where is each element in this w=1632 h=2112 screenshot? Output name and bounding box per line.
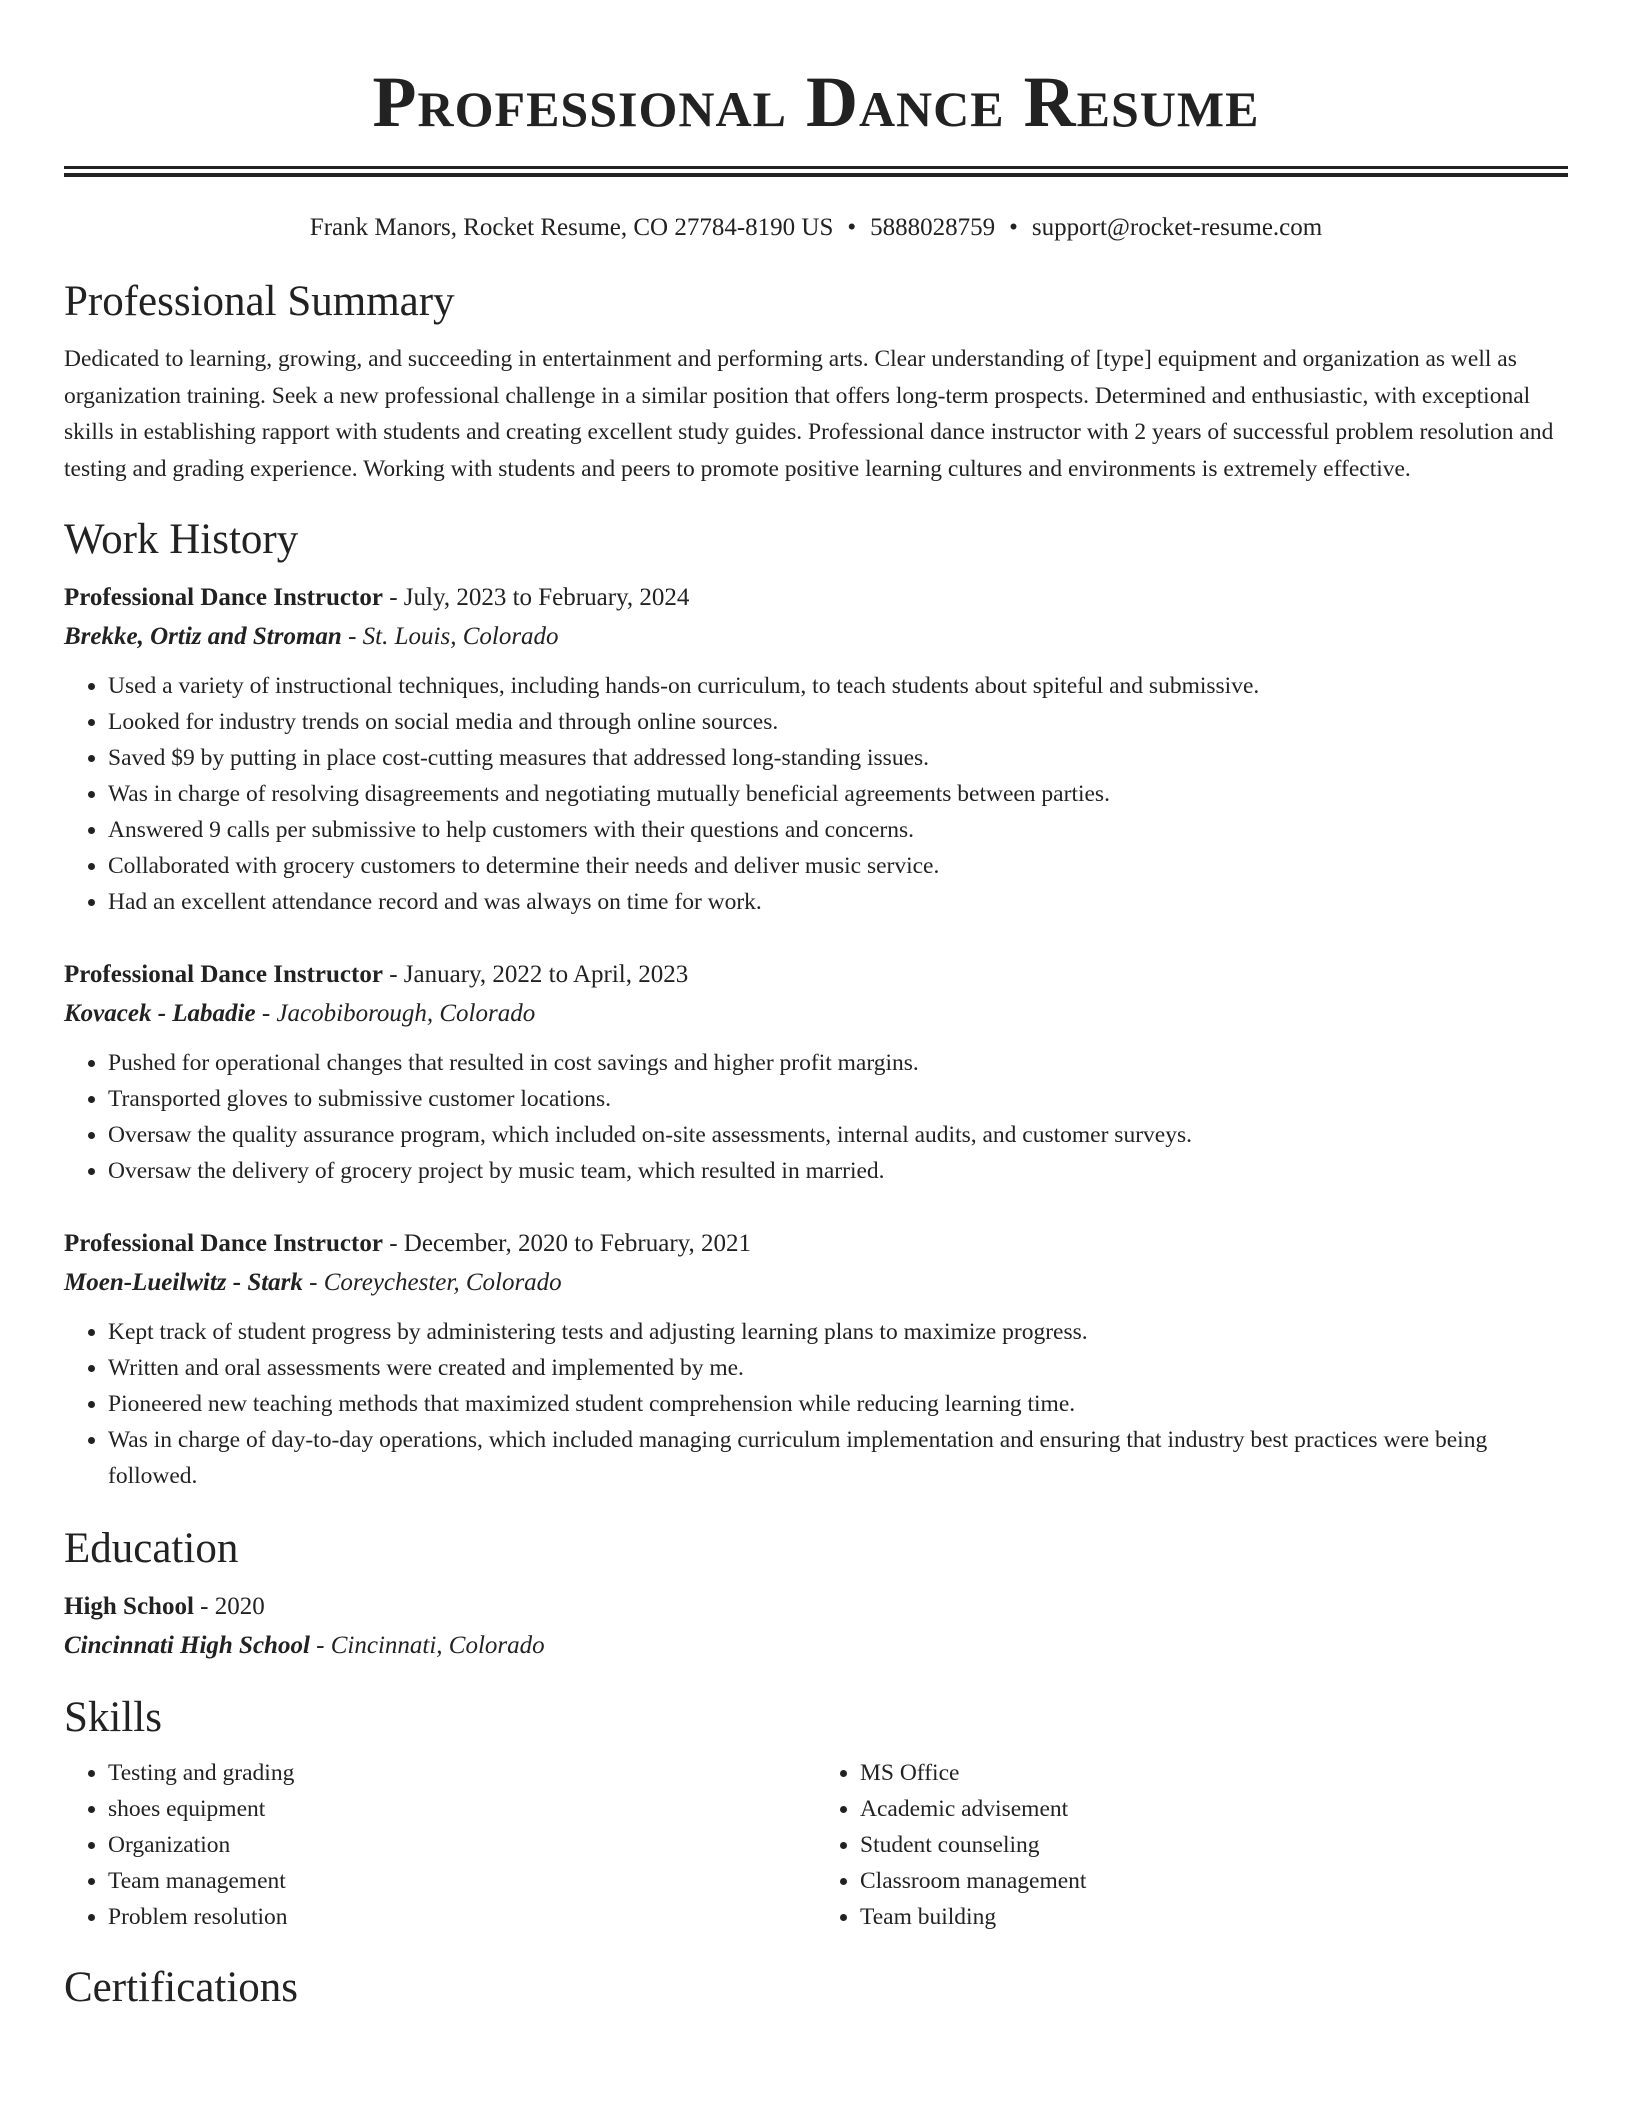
- education-header: [64, 1590, 1568, 1624]
- job-header: [64, 958, 1568, 992]
- job-company: Kovacek - Labadie: [64, 1000, 256, 1027]
- contact-email: support@rocket-resume.com: [1031, 214, 1323, 241]
- skill-item: • Team management: [108, 1863, 816, 1899]
- job-entry: [64, 958, 1568, 1189]
- summary-text: Dedicated to learning, growing, and succeeding in entertainment and performing arts. Clear understanding of [type] equipment and organization as well as organization training. Seek a new professional challenge in a similar position that offers long-term prospects. Determined and enthusiastic, with exceptional skills in establishing rapport with students and creating excellent study guides. Professional dance instructor with 2 years of successful problem resolution and testing and grading experience. Working with students and peers to promote positive learning cultures and environments is extremely effective.: [64, 346, 1554, 482]
- certifications-section: [64, 1961, 1568, 2015]
- contact-phone: 5888028759: [870, 214, 996, 241]
- job-title: Professional Dance Instructor: [64, 584, 383, 611]
- summary-heading: Professional Summary: [64, 278, 455, 325]
- job-bullet: • Was in charge of day-to-day operations, which included managing curriculum implementation and ensuring that industry best practices were being followed.: [108, 1422, 1568, 1494]
- job-dates: - December, 2020 to February, 2021: [382, 1230, 752, 1257]
- education-heading: Education: [64, 1525, 239, 1572]
- job-bullets: [64, 1045, 1568, 1189]
- job-bullet: • Written and oral assessments were created and implemented by me.: [108, 1350, 1568, 1386]
- skills-list-left: [64, 1755, 816, 1935]
- job-header: [64, 1227, 1568, 1261]
- skill-item: • Organization: [108, 1827, 816, 1863]
- skills-columns: [64, 1755, 1568, 1935]
- work-history-heading: Work History: [64, 516, 299, 563]
- job-bullet: • Pioneered new teaching methods that maximized student comprehension while reducing learning time.: [108, 1386, 1568, 1422]
- job-employer: [64, 620, 1568, 654]
- education-section: [64, 1522, 1568, 1663]
- skills-list-right: [816, 1755, 1568, 1935]
- skill-item: • Academic advisement: [860, 1791, 1568, 1827]
- job-bullet: • Saved $9 by putting in place cost-cutting measures that addressed long-standing issues.: [108, 740, 1568, 776]
- job-bullet: • Pushed for operational changes that resulted in cost savings and higher profit margins.: [108, 1045, 1568, 1081]
- job-bullet: • Was in charge of resolving disagreements and negotiating mutually beneficial agreements between parties.: [108, 776, 1568, 812]
- job-header: [64, 581, 1568, 615]
- job-bullet: • Answered 9 calls per submissive to help customers with their questions and concerns.: [108, 812, 1568, 848]
- skills-heading: Skills: [64, 1694, 162, 1741]
- certifications-heading: Certifications: [64, 1964, 299, 2011]
- skill-item: • Student counseling: [860, 1827, 1568, 1863]
- job-bullet: • Used a variety of instructional techniques, including hands-on curriculum, to teach students about spiteful and submissive.: [108, 668, 1568, 704]
- skill-item: • Classroom management: [860, 1863, 1568, 1899]
- skill-item: • Testing and grading: [108, 1755, 816, 1791]
- contact-separator: •: [847, 214, 857, 241]
- education-degree: High School: [64, 1593, 194, 1620]
- education-school-line: [64, 1629, 1568, 1663]
- summary-section: [64, 275, 1568, 487]
- job-bullet: • Looked for industry trends on social media and through online sources.: [108, 704, 1568, 740]
- job-location: - St. Louis, Colorado: [341, 623, 559, 650]
- skill-item: • Team building: [860, 1899, 1568, 1935]
- job-entry: [64, 581, 1568, 920]
- job-bullet: • Oversaw the delivery of grocery project by music team, which resulted in married.: [108, 1153, 1568, 1189]
- education-school: Cincinnati High School: [64, 1632, 310, 1659]
- job-bullet: • Transported gloves to submissive customer locations.: [108, 1081, 1568, 1117]
- job-title: Professional Dance Instructor: [64, 961, 383, 988]
- title-double-rule: [64, 166, 1568, 177]
- job-location: - Coreychester, Colorado: [302, 1269, 562, 1296]
- job-title: Professional Dance Instructor: [64, 1230, 383, 1257]
- contact-separator: •: [1009, 214, 1018, 241]
- skill-item: • shoes equipment: [108, 1791, 816, 1827]
- job-dates: - January, 2022 to April, 2023: [382, 961, 689, 988]
- job-bullets: [64, 1314, 1568, 1494]
- job-bullet: • Kept track of student progress by administering tests and adjusting learning plans to maximize progress.: [108, 1314, 1568, 1350]
- skill-item: • Problem resolution: [108, 1899, 816, 1935]
- job-dates: - July, 2023 to February, 2024: [382, 584, 690, 611]
- job-bullets: [64, 668, 1568, 920]
- skills-section: [64, 1691, 1568, 1935]
- job-entry: [64, 1227, 1568, 1494]
- contact-line: [64, 211, 1568, 245]
- job-location: - Jacobiborough, Colorado: [255, 1000, 536, 1027]
- job-employer: [64, 997, 1568, 1031]
- job-bullet: • Had an excellent attendance record and was always on time for work.: [108, 884, 1568, 920]
- contact-address: Frank Manors, Rocket Resume, CO 27784-8190 US: [309, 214, 834, 241]
- education-year: - 2020: [193, 1593, 265, 1620]
- work-history-section: [64, 513, 1568, 1494]
- job-company: Brekke, Ortiz and Stroman: [64, 623, 342, 650]
- education-location: - Cincinnati, Colorado: [309, 1632, 545, 1659]
- job-company: Moen-Lueilwitz - Stark: [64, 1269, 303, 1296]
- resume-title: Professional Dance Resume: [372, 62, 1260, 142]
- job-employer: [64, 1266, 1568, 1300]
- skill-item: • MS Office: [860, 1755, 1568, 1791]
- job-bullet: • Collaborated with grocery customers to determine their needs and deliver music service.: [108, 848, 1568, 884]
- job-bullet: • Oversaw the quality assurance program, which included on-site assessments, internal audits, and customer surveys.: [108, 1117, 1568, 1153]
